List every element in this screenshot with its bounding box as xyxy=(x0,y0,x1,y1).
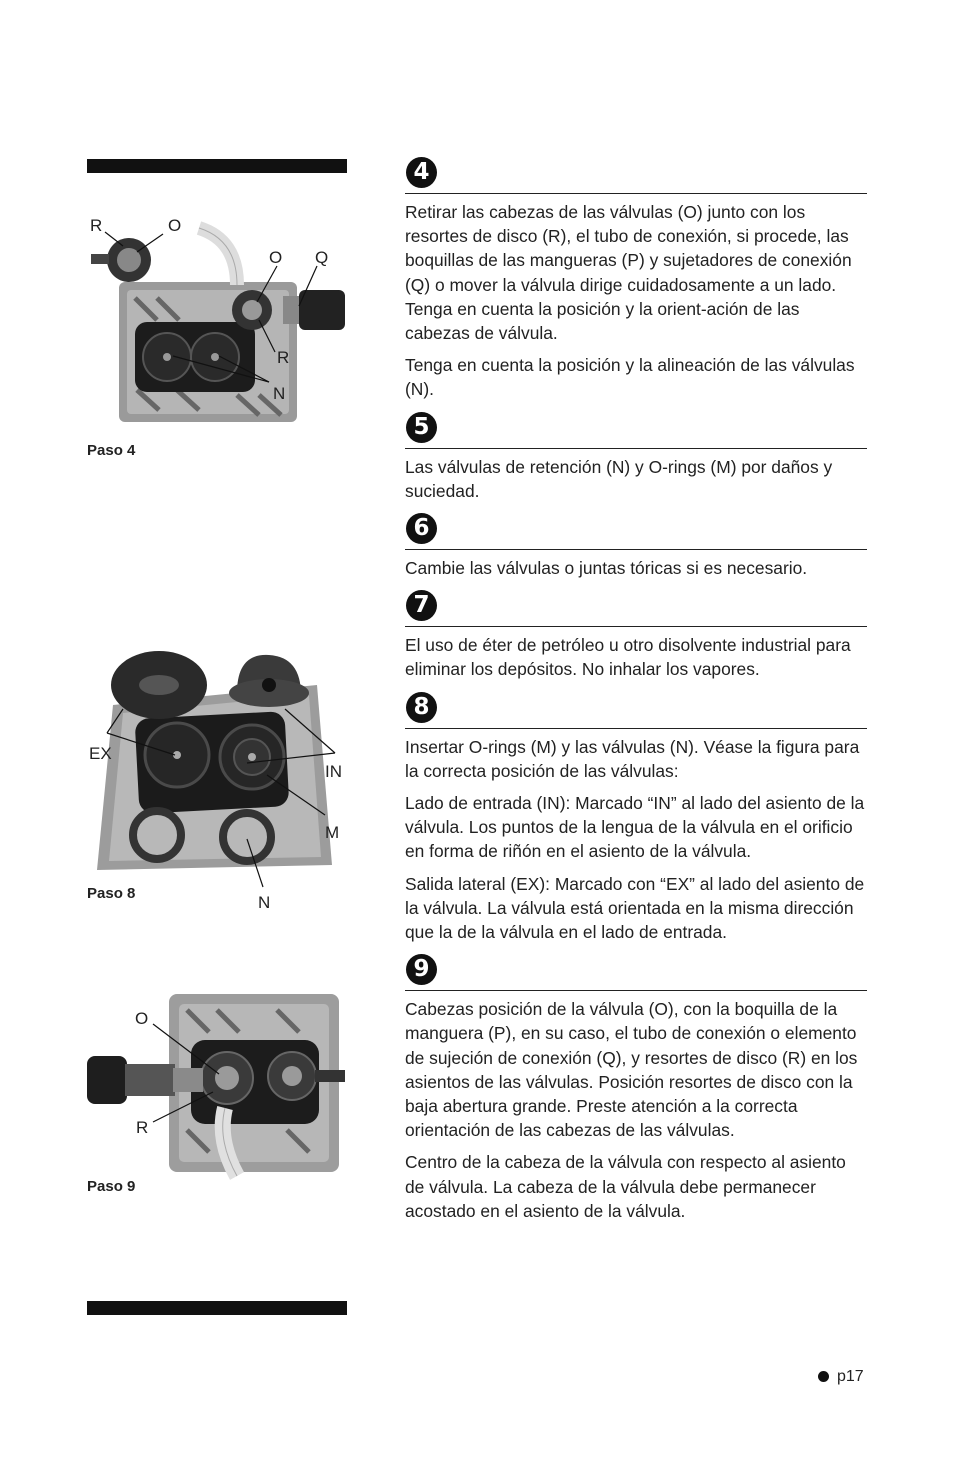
step-header xyxy=(405,588,867,627)
step-7 xyxy=(405,588,867,681)
figure-caption: Paso 4 xyxy=(87,442,136,459)
step-header xyxy=(405,952,867,991)
step-6 xyxy=(405,511,867,580)
bullet-dot-icon xyxy=(818,1371,829,1382)
step-header xyxy=(405,511,867,550)
step-paragraph: Insertar O-rings (M) y las válvulas (N). Véase la figura para la correcta posición de las válvulas: xyxy=(405,736,860,781)
label-Q: Q xyxy=(315,248,329,267)
step-5 xyxy=(405,410,867,503)
label-R: R xyxy=(90,216,103,235)
step-number-badge: 8 xyxy=(406,692,437,723)
step-paragraph: Cabezas posición de la válvula (O), con la boquilla de la manguera (P), en su caso, el tubo de conexión o elemento de sujeción de conexión (Q), y resortes de disco (R) en los asientos de las válvulas. Posición resortes de disco con la baja abertura grande. Preste atención a la correcta orientación de las cabezas de las válvulas. xyxy=(405,999,858,1141)
instruction-column xyxy=(405,155,867,1231)
step-paragraph: Retirar las cabezas de las válvulas (O) junto con los resortes de disco (R), el tubo de conexión, si procede, las boquillas de las mangueras (P) y sujetadores de conexión (Q) o mover la válvula dirige cuidadosamente a un lado. Tenga en cuenta la posición y la orient-ación de las cabezas de válvula. xyxy=(405,202,852,344)
page-number: p17 xyxy=(837,1368,864,1385)
pump-head-photo-step4 xyxy=(87,210,357,440)
pump-head-photo-step9 xyxy=(87,980,357,1180)
figure-paso-8 xyxy=(87,645,357,915)
page-footer xyxy=(818,1368,864,1386)
step-number-badge: 5 xyxy=(406,412,437,443)
step-number-badge: 7 xyxy=(406,590,437,621)
bottom-rule-bar xyxy=(87,1301,347,1315)
step-number-badge: 6 xyxy=(406,513,437,544)
figure-paso-4 xyxy=(87,210,357,440)
step-paragraph: El uso de éter de petróleo u otro disolvente industrial para eliminar los depósitos. No inhalar los vapores. xyxy=(405,635,851,680)
label-O: O xyxy=(168,216,182,235)
label-EX: EX xyxy=(89,744,112,763)
step-paragraph: Las válvulas de retención (N) y O-rings (M) por daños y suciedad. xyxy=(405,456,833,501)
step-header xyxy=(405,410,867,449)
step-header xyxy=(405,155,867,194)
step-header xyxy=(405,690,867,729)
figure-caption: Paso 8 xyxy=(87,885,136,902)
label-N: N xyxy=(273,384,286,403)
step-paragraph: Lado de entrada (IN): Marcado “IN” al lado del asiento de la válvula. Los puntos de la lengua de la válvula en el orificio en forma de riñón en el asiento de la válvula. xyxy=(405,793,865,862)
label-O: O xyxy=(135,1009,149,1028)
figure-paso-9 xyxy=(87,980,357,1180)
step-4 xyxy=(405,155,867,402)
step-paragraph: Centro de la cabeza de la válvula con respecto al asiento de válvula. La cabeza de la válvula debe permanecer acostado en el asiento de la válvula. xyxy=(405,1152,846,1221)
step-number-badge: 9 xyxy=(406,954,437,985)
label-N: N xyxy=(258,893,271,912)
step-8 xyxy=(405,690,867,945)
step-number-badge: 4 xyxy=(406,157,437,188)
figure-caption: Paso 9 xyxy=(87,1178,136,1195)
label-M: M xyxy=(325,823,340,842)
top-rule-bar xyxy=(87,159,347,173)
step-paragraph: Salida lateral (EX): Marcado con “EX” al lado del asiento de la válvula. La válvula está orientada en la misma dirección que la de la válvula en el lado de entrada. xyxy=(405,873,865,943)
step-paragraph: Cambie las válvulas o juntas tóricas si es necesario. xyxy=(405,558,808,579)
label-R: R xyxy=(136,1118,149,1137)
label-IN: IN xyxy=(325,762,342,781)
step-paragraph: Tenga en cuenta la posición y la alineación de las válvulas (N). xyxy=(405,355,855,400)
step-9 xyxy=(405,952,867,1223)
label-R: R xyxy=(277,348,290,367)
pump-head-photo-step8 xyxy=(87,645,357,915)
label-O: O xyxy=(269,248,283,267)
